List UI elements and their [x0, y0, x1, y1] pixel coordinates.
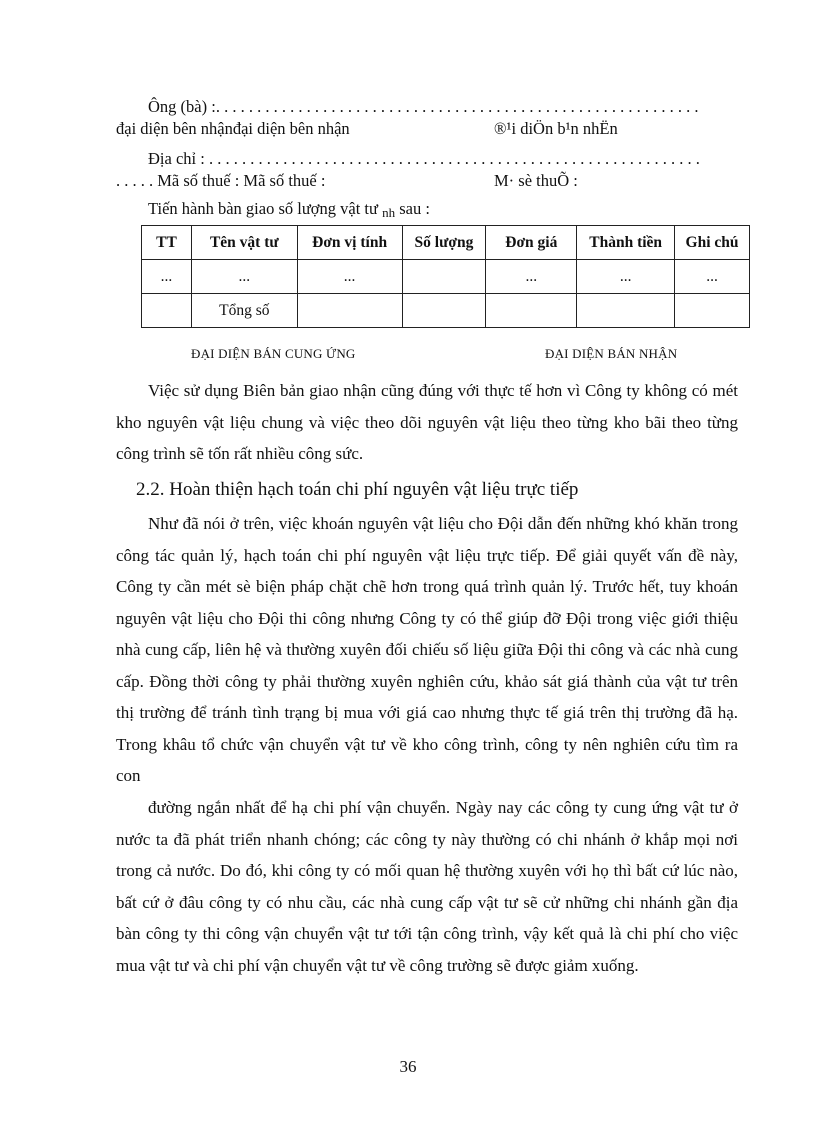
col-header-ten-vat-tu: Tên vật tư [191, 226, 297, 260]
table-row [142, 260, 750, 294]
paragraph-3 [116, 792, 738, 981]
paragraph-2-text: Như đã nói ở trên, việc khoán nguyên vật liệu cho Đội dẫn đến những khó khăn trong công tác quản lý, hạch toán chi phí nguyên vật liệu trực tiếp. Để giải quyết vấn đề này, Công ty cần mét sè biện pháp chặt chẽ hơn trong quá trình quản lý. Trước hết, tuy khoán nguyên vật liệu cho Đội thi công nhưng Công ty có thể giúp đỡ Đội trong việc giới thiệu nhà cung cấp, liên hệ và thường xuyên đối chiếu số liệu giữa Đội thi công và các nhà cung cấp. Đồng thời công ty phải thường xuyên nghiên cứu, khảo sát giá thành của vật tư trên thị trường để tránh tình trạng bị mua với giá cao nhưng thực tế giá trên thị trường đã hạ. Trong khâu tổ chức vận chuyển vật tư về kho công trình, công ty nên nghiên cứu tìm ra con [116, 514, 738, 785]
handover-table [141, 225, 750, 328]
ma-so-thue-left: . . . . . Mã số thuế : Mã số thuế : [116, 171, 326, 190]
table-cell [577, 294, 675, 328]
ma-so-thue-right: M· sè thuÕ : [494, 171, 578, 190]
signature-right: ĐẠI DIỆN BÁN NHẬN [545, 346, 678, 361]
table-cell [402, 260, 486, 294]
tien-hanh-end: sau : [399, 199, 430, 218]
dai-dien-right: ®¹i diÖn b¹n nhËn [494, 119, 618, 138]
table-cell [402, 294, 486, 328]
page-number: 36 [399, 1057, 417, 1076]
table-header-row [142, 226, 750, 260]
table-cell: ... [297, 260, 402, 294]
table-cell: ... [577, 260, 675, 294]
table-cell [142, 294, 192, 328]
paragraph-2 [116, 508, 738, 792]
col-header-tt: TT [142, 226, 192, 260]
section-heading: 2.2. Hoàn thiện hạch toán chi phí nguyên vật liệu trực tiếp [136, 479, 579, 500]
col-header-thanh-tien: Thành tiền [577, 226, 675, 260]
table-cell [486, 294, 577, 328]
table-cell: ... [486, 260, 577, 294]
col-header-don-vi-tinh: Đơn vị tính [297, 226, 402, 260]
table-cell: ... [191, 260, 297, 294]
table-cell: ... [142, 260, 192, 294]
col-header-so-luong: Số lượng [402, 226, 486, 260]
table-cell [297, 294, 402, 328]
col-header-ghi-chu: Ghi chú [675, 226, 750, 260]
tien-hanh-sub: nh [382, 205, 396, 220]
tien-hanh-text: Tiến hành bàn giao số lượng vật tư [148, 199, 378, 218]
paragraph-3-text: đường ngắn nhất để hạ chi phí vận chuyển. Ngày nay các công ty cung ứng vật tư ở nước ta đã phát triển nhanh chóng; các công ty này thường có chi nhánh ở khắp mọi nơi trong cả nước. Do đó, khi công ty có mối quan hệ thường xuyên với họ thì bất cứ lúc nào, bất cứ ở đâu công ty có nhu cầu, các nhà cung cấp vật tư sẽ cử những chi nhánh gần địa bàn công ty thi công vận chuyển vật tư tới tận công trình, vậy kết quả là chi phí cho việc mua vật tư và chi phí vận chuyển vật tư về công trường sẽ được giảm xuống. [116, 798, 738, 975]
table-cell: ... [675, 260, 750, 294]
dai-dien-left: đại diện bên nhậnđại diện bên nhận [116, 119, 350, 138]
paragraph-1-text: Việc sử dụng Biên bản giao nhận cũng đúng với thực tế hơn vì Công ty không có mét kho nguyên vật liệu chung và việc theo dõi nguyên vật liệu theo từng kho bãi theo từng công trình sẽ tốn rất nhiều công sức. [116, 381, 738, 463]
table-row-total [142, 294, 750, 328]
ong-ba-line: Ông (bà) :. . . . . . . . . . . . . . . . . . . . . . . . . . . . . . . . . . . . . . . . . . . . . . . . . . . . . . . . . . . [148, 97, 699, 116]
paragraph-1 [116, 375, 738, 470]
dia-chi-line: Địa chỉ : . . . . . . . . . . . . . . . . . . . . . . . . . . . . . . . . . . . . . . . . . . . . . . . . . . . . . . . . . . . . [148, 149, 700, 168]
table-cell-total-label: Tổng số [191, 294, 297, 328]
table-cell [675, 294, 750, 328]
tien-hanh-line [148, 199, 430, 220]
col-header-don-gia: Đơn giá [486, 226, 577, 260]
signature-left: ĐẠI DIỆN BÁN CUNG ỨNG [191, 346, 356, 361]
